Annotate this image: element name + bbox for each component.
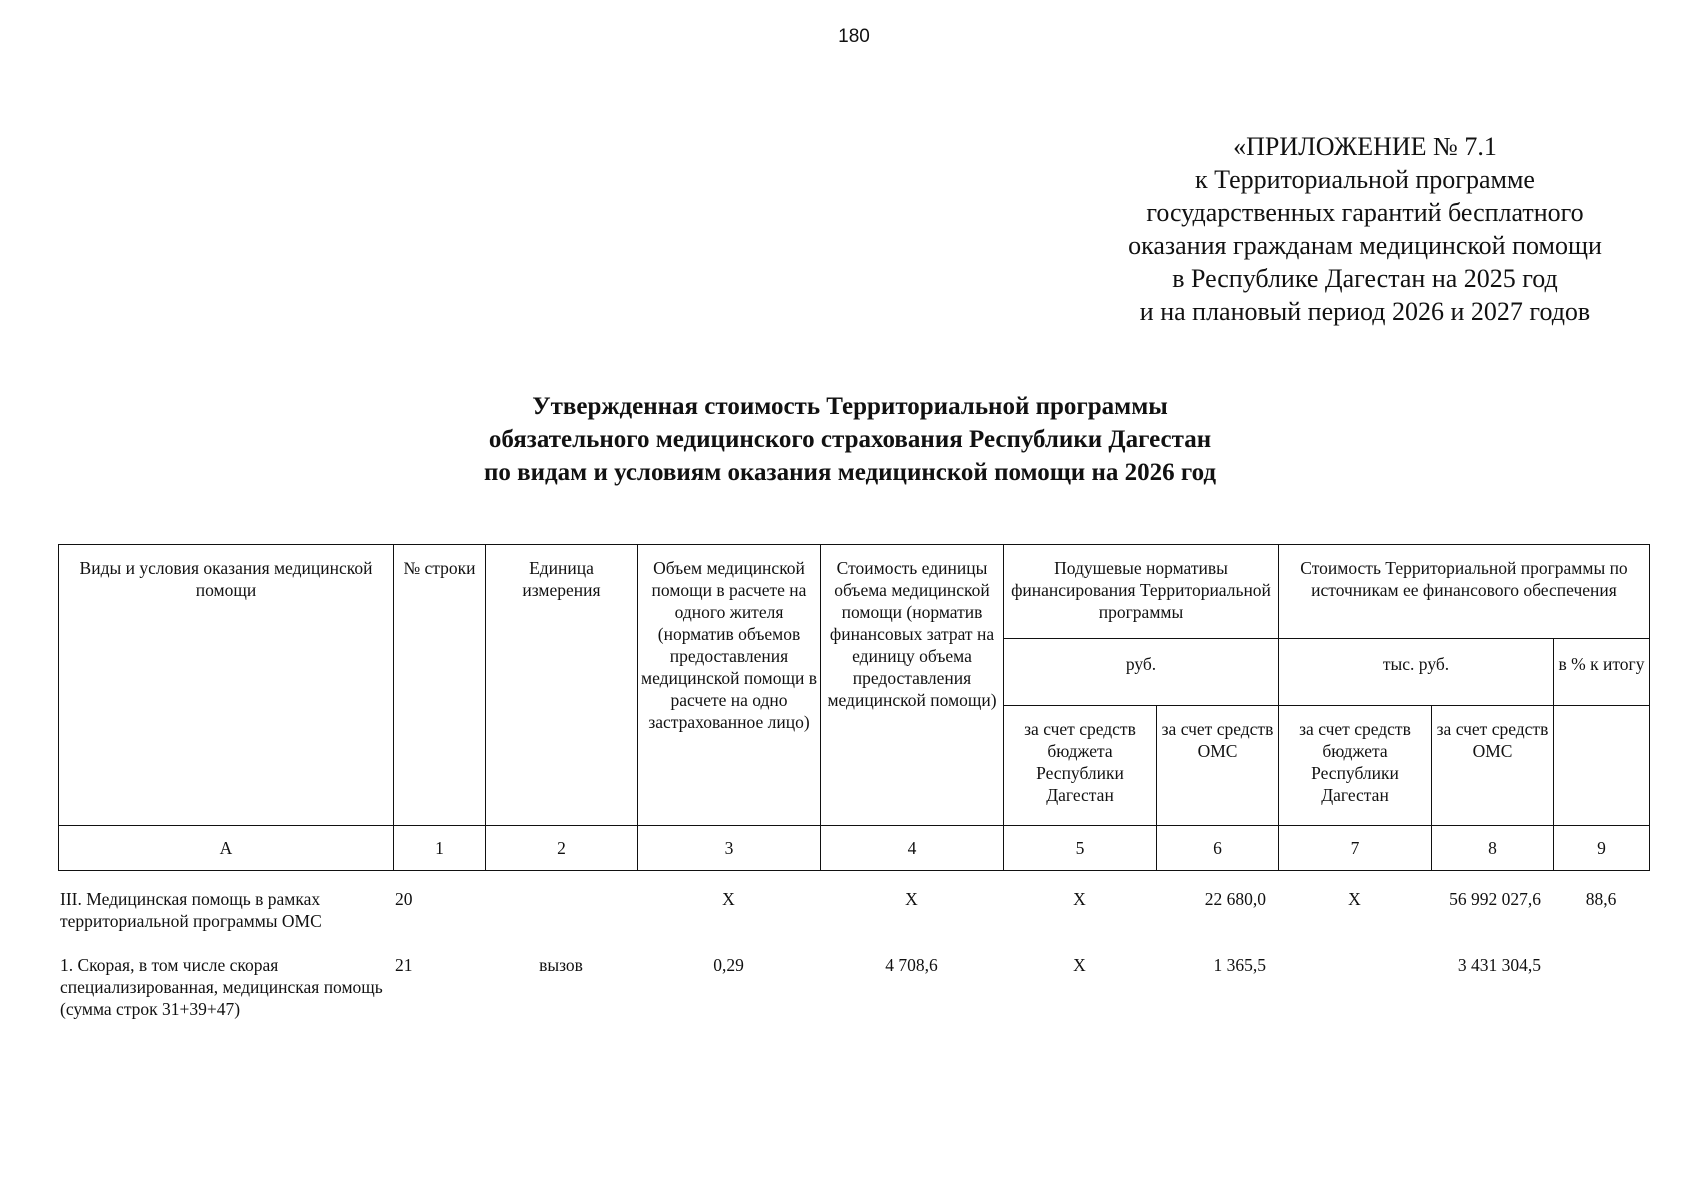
document-title <box>330 390 1370 489</box>
index-cell: 2 <box>486 826 638 871</box>
header-col-3: Объем медицинской помощи в расчете на одного жителя (норматив объемов предоставления медицинской помощи в расчете на одно застрахованное лицо) <box>638 545 821 826</box>
row-cell-5: Х <box>1073 889 1086 909</box>
appendix-line: оказания гражданам медицинской помощи <box>1128 231 1602 260</box>
index-cell: 5 <box>1004 826 1157 871</box>
index-cell: 7 <box>1279 826 1432 871</box>
header-group-norms: Подушевые нормативы финансирования Территориальной программы <box>1004 545 1279 639</box>
header-unit-thous: тыс. руб. <box>1279 639 1554 706</box>
table-header <box>58 544 1650 871</box>
appendix-line: к Территориальной программе <box>1195 165 1535 194</box>
appendix-line: «ПРИЛОЖЕНИЕ № 7.1 <box>1233 132 1497 161</box>
row-cell-2: вызов <box>539 955 583 975</box>
row-cell-9: 88,6 <box>1585 889 1617 909</box>
index-row <box>59 826 1650 871</box>
row-cell-2 <box>485 888 637 954</box>
row-cell-9 <box>1553 954 1649 1042</box>
title-line: обязательного медицинского страхования Республики Дагестан <box>488 426 1212 453</box>
appendix-line: государственных гарантий бесплатного <box>1146 198 1584 227</box>
page-number: 180 <box>838 26 870 47</box>
row-cell-7 <box>1278 954 1431 1042</box>
row-name: III. Медицинская помощь в рамках территориальной программы ОМС <box>60 889 322 931</box>
header-col-1: № строки <box>394 545 486 826</box>
table-body <box>58 888 1649 1042</box>
row-cell-3: 0,29 <box>713 955 744 975</box>
row-cell-4: Х <box>905 889 918 909</box>
row-name: 1. Скорая, в том числе скорая специализированная, медицинская помощь (сумма строк 31+39+47) <box>60 955 383 1019</box>
row-cell-6: 1 365,5 <box>1213 955 1266 975</box>
index-cell: А <box>59 826 394 871</box>
row-cell-7: Х <box>1348 889 1361 909</box>
row-cell-8: 56 992 027,6 <box>1449 889 1541 909</box>
index-cell: 4 <box>821 826 1004 871</box>
index-cell: 8 <box>1432 826 1554 871</box>
header-unit-pct: в % к итогу <box>1554 639 1650 706</box>
row-cell-6: 22 680,0 <box>1204 889 1266 909</box>
header-col-5: за счет средств бюджета Республики Дагестан <box>1004 706 1157 826</box>
appendix-heading <box>1095 130 1635 328</box>
header-col-4: Стоимость единицы объема медицинской помощи (норматив финансовых затрат на единицу объема предоставления медицинской помощи) <box>821 545 1004 826</box>
header-col-6: за счет средств ОМС <box>1157 706 1279 826</box>
header-col-2: Единица измерения <box>486 545 638 826</box>
header-group-cost: Стоимость Территориальной программы по источникам ее финансового обеспечения <box>1279 545 1650 639</box>
row-cell-1: 20 <box>395 889 413 909</box>
row-cell-4: 4 708,6 <box>885 955 938 975</box>
row-cell-5: Х <box>1073 955 1086 975</box>
header-col-9-empty <box>1554 706 1650 826</box>
appendix-line: в Республике Дагестан на 2025 год <box>1172 264 1558 293</box>
title-line: по видам и условиям оказания медицинской помощи на 2026 год <box>483 459 1217 486</box>
title-line: Утвержденная стоимость Территориальной программы <box>532 393 1168 420</box>
index-cell: 3 <box>638 826 821 871</box>
header-col-8: за счет средств ОМС <box>1432 706 1554 826</box>
index-cell: 9 <box>1554 826 1650 871</box>
row-cell-3: Х <box>722 889 735 909</box>
index-cell: 1 <box>394 826 486 871</box>
header-col-a: Виды и условия оказания медицинской помощи <box>59 545 394 826</box>
row-cell-8: 3 431 304,5 <box>1457 955 1541 975</box>
appendix-line: и на плановый период 2026 и 2027 годов <box>1139 297 1591 326</box>
row-cell-1: 21 <box>395 955 413 975</box>
header-unit-rub: руб. <box>1004 639 1279 706</box>
header-col-7: за счет средств бюджета Республики Дагестан <box>1279 706 1432 826</box>
table-row <box>58 888 1649 954</box>
index-cell: 6 <box>1157 826 1279 871</box>
table-row <box>58 954 1649 1042</box>
